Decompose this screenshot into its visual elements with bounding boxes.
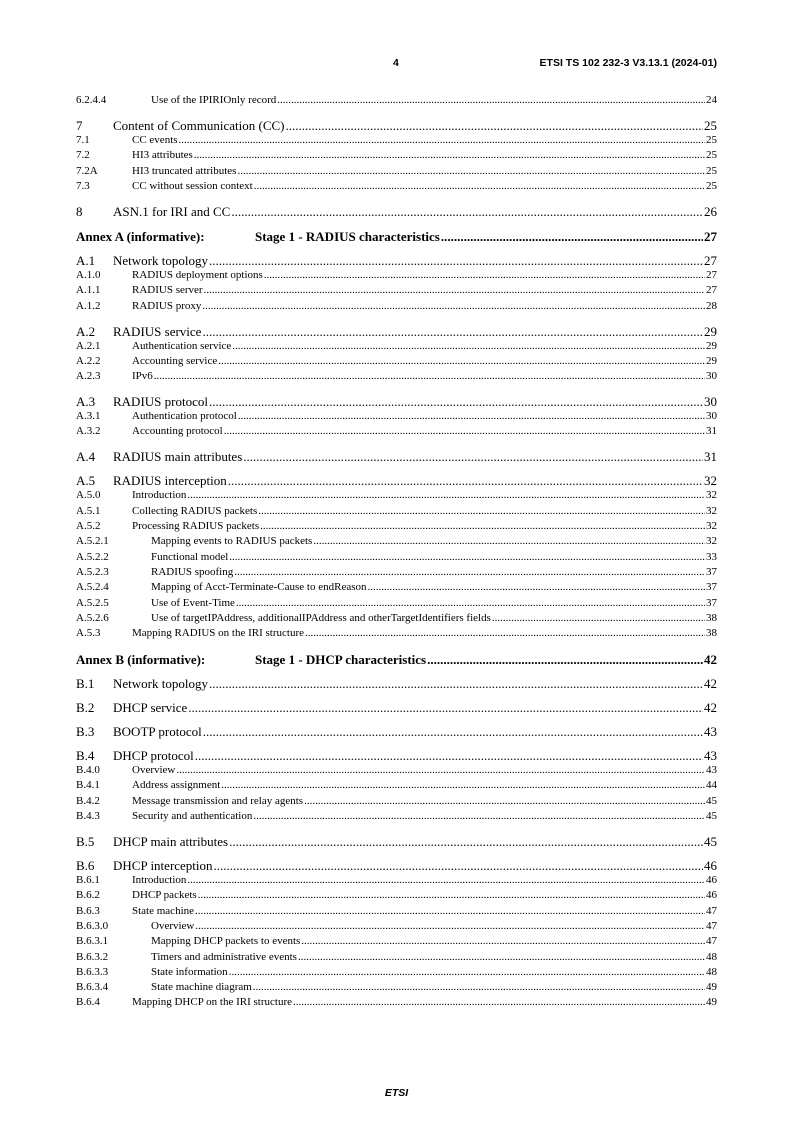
toc-entry-title: Authentication protocol — [132, 410, 237, 423]
toc-entry-title: Overview — [132, 764, 176, 777]
toc-entry-page: 25 — [706, 179, 717, 192]
toc-entry[interactable] — [76, 394, 717, 410]
toc-entry[interactable] — [76, 204, 717, 220]
toc-leader-dots — [313, 535, 705, 547]
toc-entry-number: A.1.0 — [76, 268, 101, 281]
toc-entry-title: HI3 truncated attributes — [132, 164, 237, 177]
toc-entry[interactable] — [76, 165, 717, 177]
toc-entry[interactable] — [76, 951, 717, 963]
toc-entry-page: 46 — [704, 858, 717, 873]
toc-leader-dots — [492, 612, 705, 624]
toc-leader-dots — [286, 118, 703, 134]
toc-leader-dots — [293, 996, 705, 1008]
toc-entry-page: 48 — [706, 950, 717, 963]
toc-entry-title: Address assignment — [132, 779, 221, 792]
toc-entry-title: Use of targetIPAddress, additionalIPAddress and otherTargetIdentifiers fields — [151, 611, 491, 624]
toc-entry-page: 31 — [704, 449, 717, 465]
toc-entry[interactable] — [76, 551, 717, 563]
toc-leader-dots — [195, 905, 705, 917]
toc-entry-page: 48 — [706, 965, 717, 978]
toc-entry-page: 42 — [704, 700, 717, 716]
toc-entry-title: DHCP packets — [132, 889, 197, 902]
toc-entry-title: RADIUS spoofing — [151, 565, 234, 578]
toc-entry-number: A.2.3 — [76, 370, 101, 383]
toc-entry-page: 49 — [706, 981, 717, 994]
toc-entry-title: Introduction — [132, 874, 187, 886]
toc-entry-number: A.4 — [76, 449, 96, 465]
toc-entry[interactable] — [76, 834, 717, 850]
toc-leader-dots — [243, 449, 703, 465]
toc-leader-dots — [236, 597, 705, 609]
toc-entry-title: State information — [151, 965, 228, 978]
toc-entry[interactable] — [76, 966, 717, 978]
toc-entry-title: CC without session context — [132, 179, 253, 192]
toc-entry-title: IPv6 — [132, 370, 153, 383]
toc-entry[interactable] — [76, 355, 717, 367]
toc-entry-number: B.6.3.4 — [76, 981, 109, 994]
toc-leader-dots — [202, 300, 705, 312]
toc-entry[interactable] — [76, 505, 717, 517]
toc-entry-page: 49 — [706, 996, 717, 1009]
toc-entry-title: DHCP protocol — [113, 748, 194, 764]
toc-leader-dots — [179, 134, 705, 146]
toc-entry-number: B.6.3.1 — [76, 935, 109, 948]
toc-entry-title: RADIUS interception — [113, 473, 227, 489]
toc-entry-number: A.1.2 — [76, 299, 101, 312]
toc-annex-entry[interactable] — [76, 229, 717, 245]
toc-entry[interactable] — [76, 520, 717, 532]
toc-leader-dots — [301, 935, 705, 947]
toc-leader-dots — [198, 889, 705, 901]
toc-leader-dots — [229, 966, 705, 978]
toc-entry-page: 47 — [706, 904, 717, 917]
toc-entry-number: A.5.2.4 — [76, 581, 109, 594]
toc-entry-title: BOOTP protocol — [113, 724, 202, 740]
toc-entry-page: 37 — [706, 581, 717, 594]
toc-entry[interactable] — [76, 676, 717, 692]
toc-leader-dots — [427, 652, 703, 668]
toc-entry-title: Collecting RADIUS packets — [132, 504, 258, 517]
toc-entry-page: 24 — [706, 94, 717, 106]
toc-entry-number: A.3.1 — [76, 410, 101, 423]
toc-entry-number: B.2 — [76, 700, 95, 716]
toc-entry[interactable] — [76, 889, 717, 901]
toc-entry-number: A.2.1 — [76, 339, 101, 352]
toc-entry[interactable] — [76, 581, 717, 593]
toc-entry-number: B.4.3 — [76, 810, 100, 822]
toc-entry[interactable] — [76, 324, 717, 340]
toc-entry[interactable] — [76, 764, 717, 776]
toc-entry-number: B.5 — [76, 834, 95, 849]
toc-entry-page: 32 — [706, 489, 717, 502]
toc-leader-dots — [209, 253, 703, 269]
toc-entry-title: Functional model — [151, 550, 229, 563]
toc-entry-title: HI3 attributes — [132, 149, 193, 162]
toc-leader-dots — [260, 520, 705, 532]
toc-entry-number: B.6.3.3 — [76, 965, 109, 978]
toc-entry[interactable] — [76, 340, 717, 352]
toc-entry-title: RADIUS main attributes — [113, 449, 243, 465]
toc-entry-number: A.5.1 — [76, 504, 101, 517]
page-number: 4 — [393, 57, 399, 69]
toc-entry-number: 6.2.4.4 — [76, 94, 107, 106]
toc-entry-number: B.4 — [76, 748, 95, 764]
toc-entry-number: B.6.2 — [76, 889, 100, 902]
toc-entry-title: DHCP main attributes — [113, 834, 229, 849]
toc-leader-dots — [238, 410, 705, 422]
toc-entry-number: A.5.2 — [76, 520, 101, 532]
toc-entry[interactable] — [76, 473, 717, 489]
document-id: ETSI TS 102 232-3 V3.13.1 (2024-01) — [539, 57, 717, 69]
toc-leader-dots — [202, 324, 703, 340]
toc-entry-number: A.5.2.3 — [76, 565, 109, 578]
toc-entry-number: A.5.2.6 — [76, 611, 109, 624]
toc-entry-title: RADIUS deployment options — [132, 268, 263, 281]
toc-leader-dots — [209, 394, 703, 410]
toc-entry[interactable] — [76, 149, 717, 161]
toc-entry-page: 26 — [704, 203, 717, 219]
toc-entry-number: 8 — [76, 203, 83, 219]
toc-leader-dots — [237, 165, 705, 177]
toc-entry-page: 30 — [706, 410, 717, 423]
toc-entry-number: A.2.2 — [76, 354, 101, 367]
toc-entry-title: Use of Event-Time — [151, 596, 235, 609]
toc-entry[interactable] — [76, 253, 717, 269]
toc-entry-title: Mapping of Acct-Terminate-Cause to endReason — [151, 581, 367, 594]
toc-entry-page: 31 — [706, 425, 717, 438]
toc-leader-dots — [228, 473, 703, 489]
toc-entry[interactable] — [76, 858, 717, 874]
toc-entry-title: DHCP interception — [113, 858, 213, 873]
toc-entry-number: 7.2A — [76, 164, 98, 177]
toc-entry[interactable] — [76, 180, 717, 192]
toc-entry-number: B.6.3.0 — [76, 919, 109, 932]
toc-entry[interactable] — [76, 134, 717, 146]
toc-entry[interactable] — [76, 449, 717, 465]
toc-entry-page: 37 — [706, 596, 717, 609]
toc-entry[interactable] — [76, 566, 717, 578]
toc-entry[interactable] — [76, 627, 717, 639]
toc-leader-dots — [264, 269, 705, 281]
toc-entry-page: 32 — [706, 504, 717, 517]
toc-entry-number: B.4.2 — [76, 794, 100, 807]
toc-entry[interactable] — [76, 905, 717, 917]
toc-entry-number: B.4.1 — [76, 779, 100, 792]
toc-entry-title: Authentication service — [132, 339, 232, 352]
toc-entry[interactable] — [76, 425, 717, 437]
toc-entry-title: ASN.1 for IRI and CC — [113, 203, 231, 219]
toc-entry-title: Timers and administrative events — [151, 950, 297, 963]
toc-entry[interactable] — [76, 410, 717, 422]
toc-entry-page: 28 — [706, 299, 717, 312]
toc-entry[interactable] — [76, 94, 717, 106]
toc-entry-page: 32 — [704, 473, 717, 489]
toc-entry-page: 27 — [704, 228, 717, 244]
toc-leader-dots — [305, 627, 705, 639]
toc-entry-page: 42 — [704, 652, 717, 668]
toc-entry-number: A.5.0 — [76, 489, 101, 502]
toc-entry-page: 45 — [706, 794, 717, 807]
toc-leader-dots — [209, 676, 703, 692]
toc-entry-page: 29 — [706, 339, 717, 352]
toc-entry-number: 7.3 — [76, 179, 90, 192]
toc-leader-dots — [154, 370, 705, 382]
toc-entry-number: 7 — [76, 118, 83, 133]
toc-leader-dots — [258, 505, 705, 517]
toc-entry-page: 47 — [706, 935, 717, 948]
toc-entry-title: Network topology — [113, 676, 208, 692]
toc-entry-number: Annex A (informative): — [76, 228, 205, 244]
toc-leader-dots — [231, 204, 703, 220]
toc-leader-dots — [221, 779, 705, 791]
toc-entry-page: 45 — [706, 810, 717, 822]
toc-entry-number: B.6.1 — [76, 874, 100, 886]
toc-entry-page: 37 — [706, 565, 717, 578]
page-footer: ETSI — [384, 1087, 409, 1099]
toc-entry-title: Mapping DHCP packets to events — [151, 935, 301, 948]
toc-leader-dots — [195, 748, 703, 764]
toc-entry[interactable] — [76, 269, 717, 281]
toc-entry-page: 38 — [706, 611, 717, 624]
toc-entry-page: 46 — [706, 874, 717, 886]
toc-entry[interactable] — [76, 996, 717, 1008]
toc-leader-dots — [187, 874, 705, 886]
toc-entry[interactable] — [76, 700, 717, 716]
toc-entry-title: State machine — [132, 904, 195, 917]
toc-entry-title: Use of the IPIRIOnly record — [151, 94, 277, 106]
toc-leader-dots — [441, 229, 703, 245]
toc-entry-title: RADIUS server — [132, 284, 203, 297]
toc-entry-title: RADIUS protocol — [113, 394, 208, 410]
toc-entry-page: 45 — [704, 834, 717, 849]
page-header — [0, 57, 793, 73]
toc-entry-page: 30 — [704, 394, 717, 410]
toc-entry-page: 25 — [706, 134, 717, 146]
toc-entry-page: 25 — [706, 164, 717, 177]
toc-entry-title: State machine diagram — [151, 981, 252, 994]
toc-entry-page: 32 — [706, 520, 717, 532]
toc-leader-dots — [232, 340, 705, 352]
toc-entry-page: 46 — [706, 889, 717, 902]
toc-leader-dots — [254, 180, 705, 192]
toc-entry-number: A.5.2.2 — [76, 550, 109, 563]
toc-entry-title: Network topology — [113, 252, 208, 268]
toc-leader-dots — [194, 149, 705, 161]
toc-entry-page: 29 — [704, 323, 717, 339]
toc-entry-page: 33 — [706, 550, 717, 563]
toc-entry[interactable] — [76, 370, 717, 382]
toc-entry-number: Annex B (informative): — [76, 652, 206, 668]
toc-entry-title: CC events — [132, 134, 178, 146]
toc-entry-page: 42 — [704, 676, 717, 692]
toc-entry[interactable] — [76, 779, 717, 791]
toc-leader-dots — [176, 764, 705, 776]
toc-entry-number: B.6.4 — [76, 996, 100, 1009]
toc-entry[interactable] — [76, 874, 717, 886]
toc-leader-dots — [187, 489, 705, 501]
toc-entry-page: 30 — [706, 370, 717, 383]
toc-entry-number: A.1.1 — [76, 284, 101, 297]
toc-entry-title: Stage 1 - RADIUS characteristics — [255, 228, 440, 244]
toc-entry-number: A.3 — [76, 394, 96, 410]
toc-entry-number: B.1 — [76, 676, 95, 692]
toc-entry-number: 7.1 — [76, 134, 90, 146]
toc-entry-number: A.5.2.5 — [76, 596, 109, 609]
toc-entry-title: Mapping RADIUS on the IRI structure — [132, 627, 305, 640]
toc-entry-title: Mapping DHCP on the IRI structure — [132, 996, 292, 1009]
toc-leader-dots — [195, 920, 705, 932]
toc-entry-page: 44 — [706, 779, 717, 792]
toc-leader-dots — [253, 810, 705, 822]
toc-entry-title: Processing RADIUS packets — [132, 520, 260, 532]
toc-leader-dots — [214, 858, 703, 874]
toc-entry-title: Accounting protocol — [132, 425, 223, 438]
toc-entry[interactable] — [76, 795, 717, 807]
toc-entry[interactable] — [76, 300, 717, 312]
toc-entry-title: Accounting service — [132, 354, 218, 367]
toc-entry[interactable] — [76, 748, 717, 764]
toc-entry-title: Stage 1 - DHCP characteristics — [255, 652, 427, 668]
toc-entry-number: A.3.2 — [76, 425, 101, 438]
toc-entry-title: Mapping events to RADIUS packets — [151, 535, 313, 548]
toc-leader-dots — [234, 566, 705, 578]
toc-entry-title: Overview — [151, 919, 195, 932]
toc-leader-dots — [203, 724, 703, 740]
toc-entry-number: A.2 — [76, 323, 96, 339]
toc-entry[interactable] — [76, 118, 717, 134]
toc-entry-title: Introduction — [132, 489, 187, 502]
toc-entry-page: 43 — [706, 764, 717, 777]
toc-annex-entry[interactable] — [76, 652, 717, 668]
toc-entry-number: B.4.0 — [76, 764, 100, 777]
toc-entry[interactable] — [76, 535, 717, 547]
toc-entry[interactable] — [76, 284, 717, 296]
toc-entry-title: Security and authentication — [132, 810, 253, 822]
toc-entry-page: 32 — [706, 535, 717, 548]
toc-entry-page: 38 — [706, 627, 717, 640]
toc-entry-page: 43 — [704, 724, 717, 740]
toc-entry-page: 27 — [704, 252, 717, 268]
toc-entry-title: RADIUS proxy — [132, 299, 202, 312]
toc-entry-page: 43 — [704, 748, 717, 764]
toc-entry-number: A.5.3 — [76, 627, 101, 640]
toc-entry[interactable] — [76, 489, 717, 501]
toc-entry[interactable] — [76, 810, 717, 822]
toc-entry-number: B.6 — [76, 858, 95, 873]
toc-entry-number: B.3 — [76, 724, 95, 740]
toc-entry-page: 47 — [706, 919, 717, 932]
toc-leader-dots — [298, 951, 705, 963]
toc-entry-number: A.5 — [76, 473, 96, 489]
toc-entry-number: A.1 — [76, 252, 96, 268]
toc-entry-page: 25 — [704, 118, 717, 133]
toc-leader-dots — [229, 834, 703, 850]
toc-entry-title: Content of Communication (CC) — [113, 118, 285, 133]
toc-leader-dots — [229, 551, 705, 563]
toc-entry-page: 27 — [706, 268, 717, 281]
toc-leader-dots — [218, 355, 705, 367]
toc-entry-page: 27 — [706, 284, 717, 297]
toc-leader-dots — [253, 981, 705, 993]
toc-leader-dots — [204, 284, 705, 296]
toc-leader-dots — [304, 795, 705, 807]
toc-entry-page: 29 — [706, 354, 717, 367]
toc-entry-title: Message transmission and relay agents — [132, 794, 304, 807]
toc-leader-dots — [224, 425, 705, 437]
toc-leader-dots — [188, 700, 703, 716]
toc-entry-page: 25 — [706, 149, 717, 162]
toc-entry-title: DHCP service — [113, 700, 188, 716]
toc-entry[interactable] — [76, 724, 717, 740]
toc-entry-number: B.6.3 — [76, 904, 100, 917]
toc-entry-number: 7.2 — [76, 149, 90, 162]
toc-entry-number: A.5.2.1 — [76, 535, 109, 548]
toc-entry[interactable] — [76, 597, 717, 609]
toc-entry[interactable] — [76, 981, 717, 993]
toc-leader-dots — [368, 581, 706, 593]
toc-entry-title: RADIUS service — [113, 323, 202, 339]
toc-leader-dots — [277, 94, 705, 106]
toc-entry-number: B.6.3.2 — [76, 950, 109, 963]
toc-entry[interactable] — [76, 935, 717, 947]
toc-entry[interactable] — [76, 920, 717, 932]
toc-entry[interactable] — [76, 612, 717, 624]
